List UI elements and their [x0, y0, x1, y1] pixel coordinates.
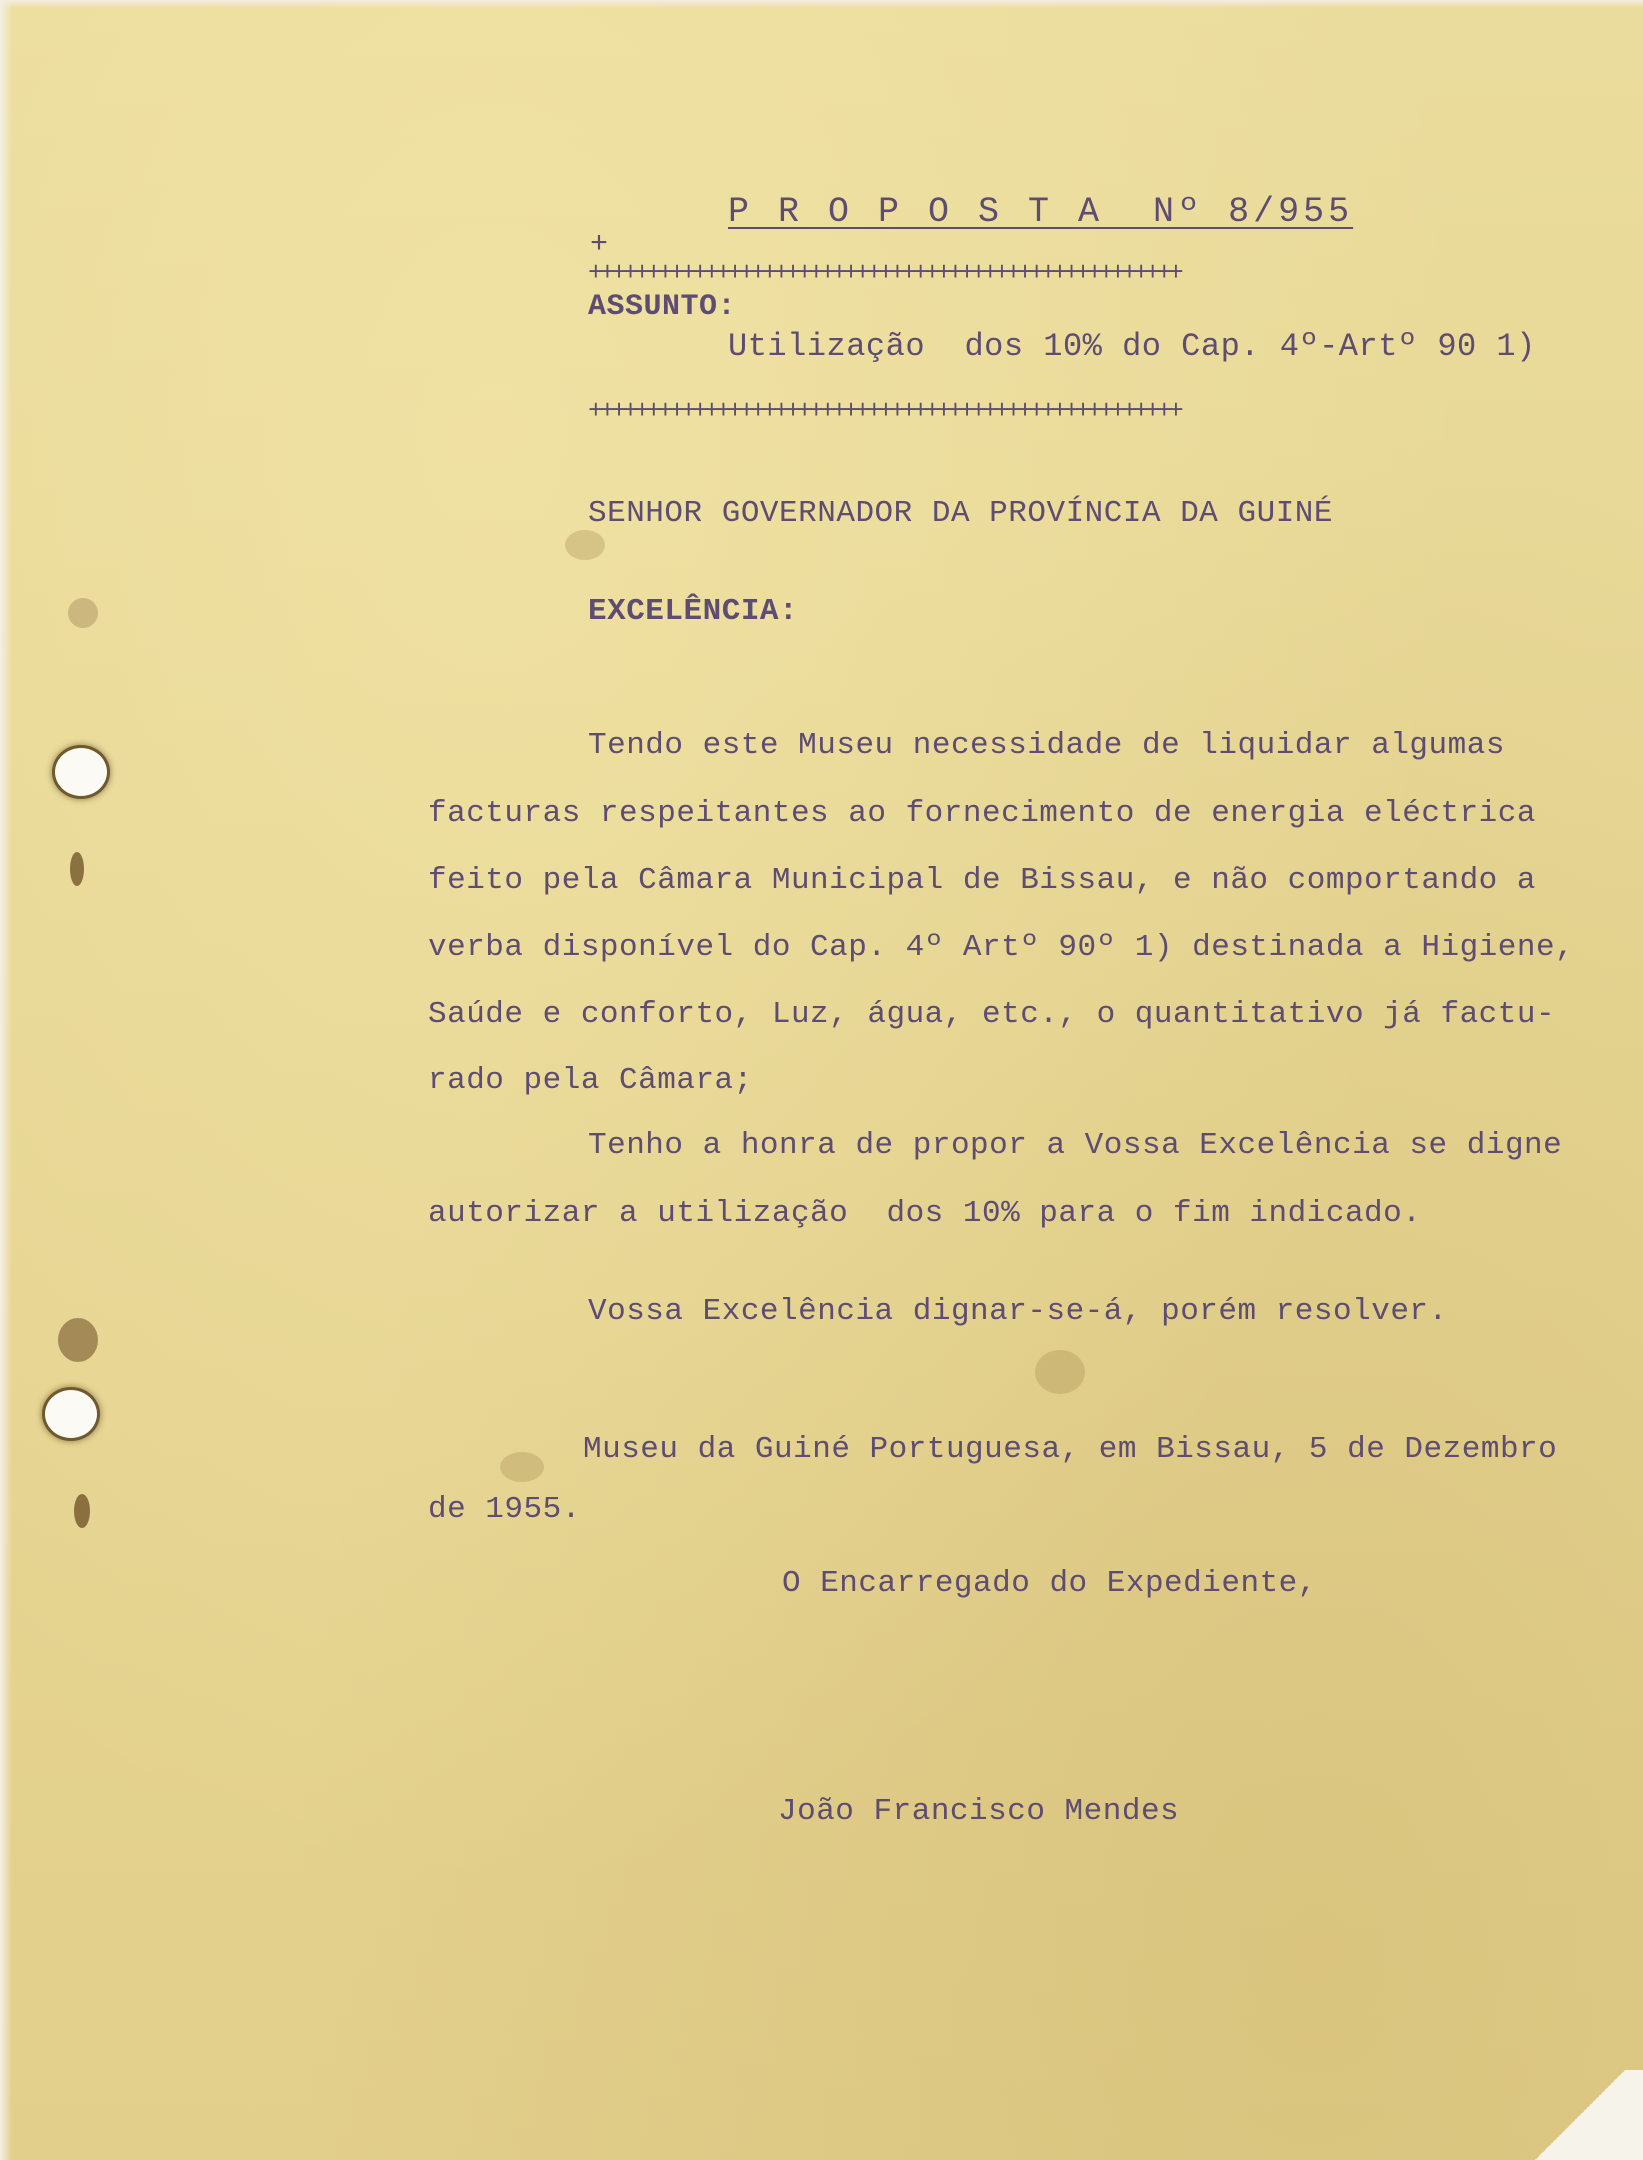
body-line: feito pela Câmara Municipal de Bissau, e não comportando a	[428, 863, 1536, 898]
body-line: autorizar a utilização dos 10% para o fim indicado.	[428, 1196, 1422, 1231]
place-date-line: de 1955.	[428, 1492, 581, 1527]
place-date-line: Museu da Guiné Portuguesa, em Bissau, 5 de Dezembro	[583, 1432, 1558, 1467]
addressee: SENHOR GOVERNADOR DA PROVÍNCIA DA GUINÉ	[588, 496, 1334, 531]
paper-edge-top	[0, 0, 1643, 8]
rust-stain	[70, 852, 84, 886]
closing-line: Vossa Excelência dignar-se-á, porém resolver.	[588, 1294, 1448, 1329]
subject-text: Utilização dos 10% do Cap. 4º-Artº 90 1)	[728, 328, 1536, 365]
plus-rule-bottom: +++++++++++++++++++++++++++++++++++++++++++++++++++	[588, 396, 1180, 426]
ink-stain	[500, 1452, 544, 1482]
punch-hole-icon	[55, 748, 107, 796]
body-line: verba disponível do Cap. 4º Artº 90º 1) destinada a Higiene,	[428, 930, 1575, 965]
plus-rule-top: +++++++++++++++++++++++++++++++++++++++++++++++++++	[588, 258, 1180, 288]
ink-stain	[565, 530, 605, 560]
paper-corner-fold	[1463, 2070, 1643, 2160]
punch-hole-icon	[45, 1390, 97, 1438]
rust-stain	[74, 1494, 90, 1528]
body-line: Tenho a honra de propor a Vossa Excelência se digne	[588, 1128, 1563, 1163]
body-line: facturas respeitantes ao fornecimento de energia eléctrica	[428, 796, 1536, 831]
plus-mark: +	[590, 228, 609, 262]
rust-stain	[58, 1318, 98, 1362]
salutation: EXCELÊNCIA:	[588, 594, 799, 629]
signature-title: O Encarregado do Expediente,	[782, 1566, 1317, 1601]
rust-stain	[68, 598, 98, 628]
paper-edge-left	[0, 0, 12, 2160]
document-title: P R O P O S T A Nº 8/955	[728, 192, 1354, 232]
subject-label: ASSUNTO:	[588, 290, 737, 324]
signature-name: João Francisco Mendes	[778, 1794, 1180, 1829]
body-line: Saúde e conforto, Luz, água, etc., o quantitativo já factu-	[428, 997, 1556, 1032]
ink-stain	[1035, 1350, 1085, 1394]
body-line: Tendo este Museu necessidade de liquidar algumas	[588, 728, 1505, 763]
body-line: rado pela Câmara;	[428, 1063, 753, 1098]
